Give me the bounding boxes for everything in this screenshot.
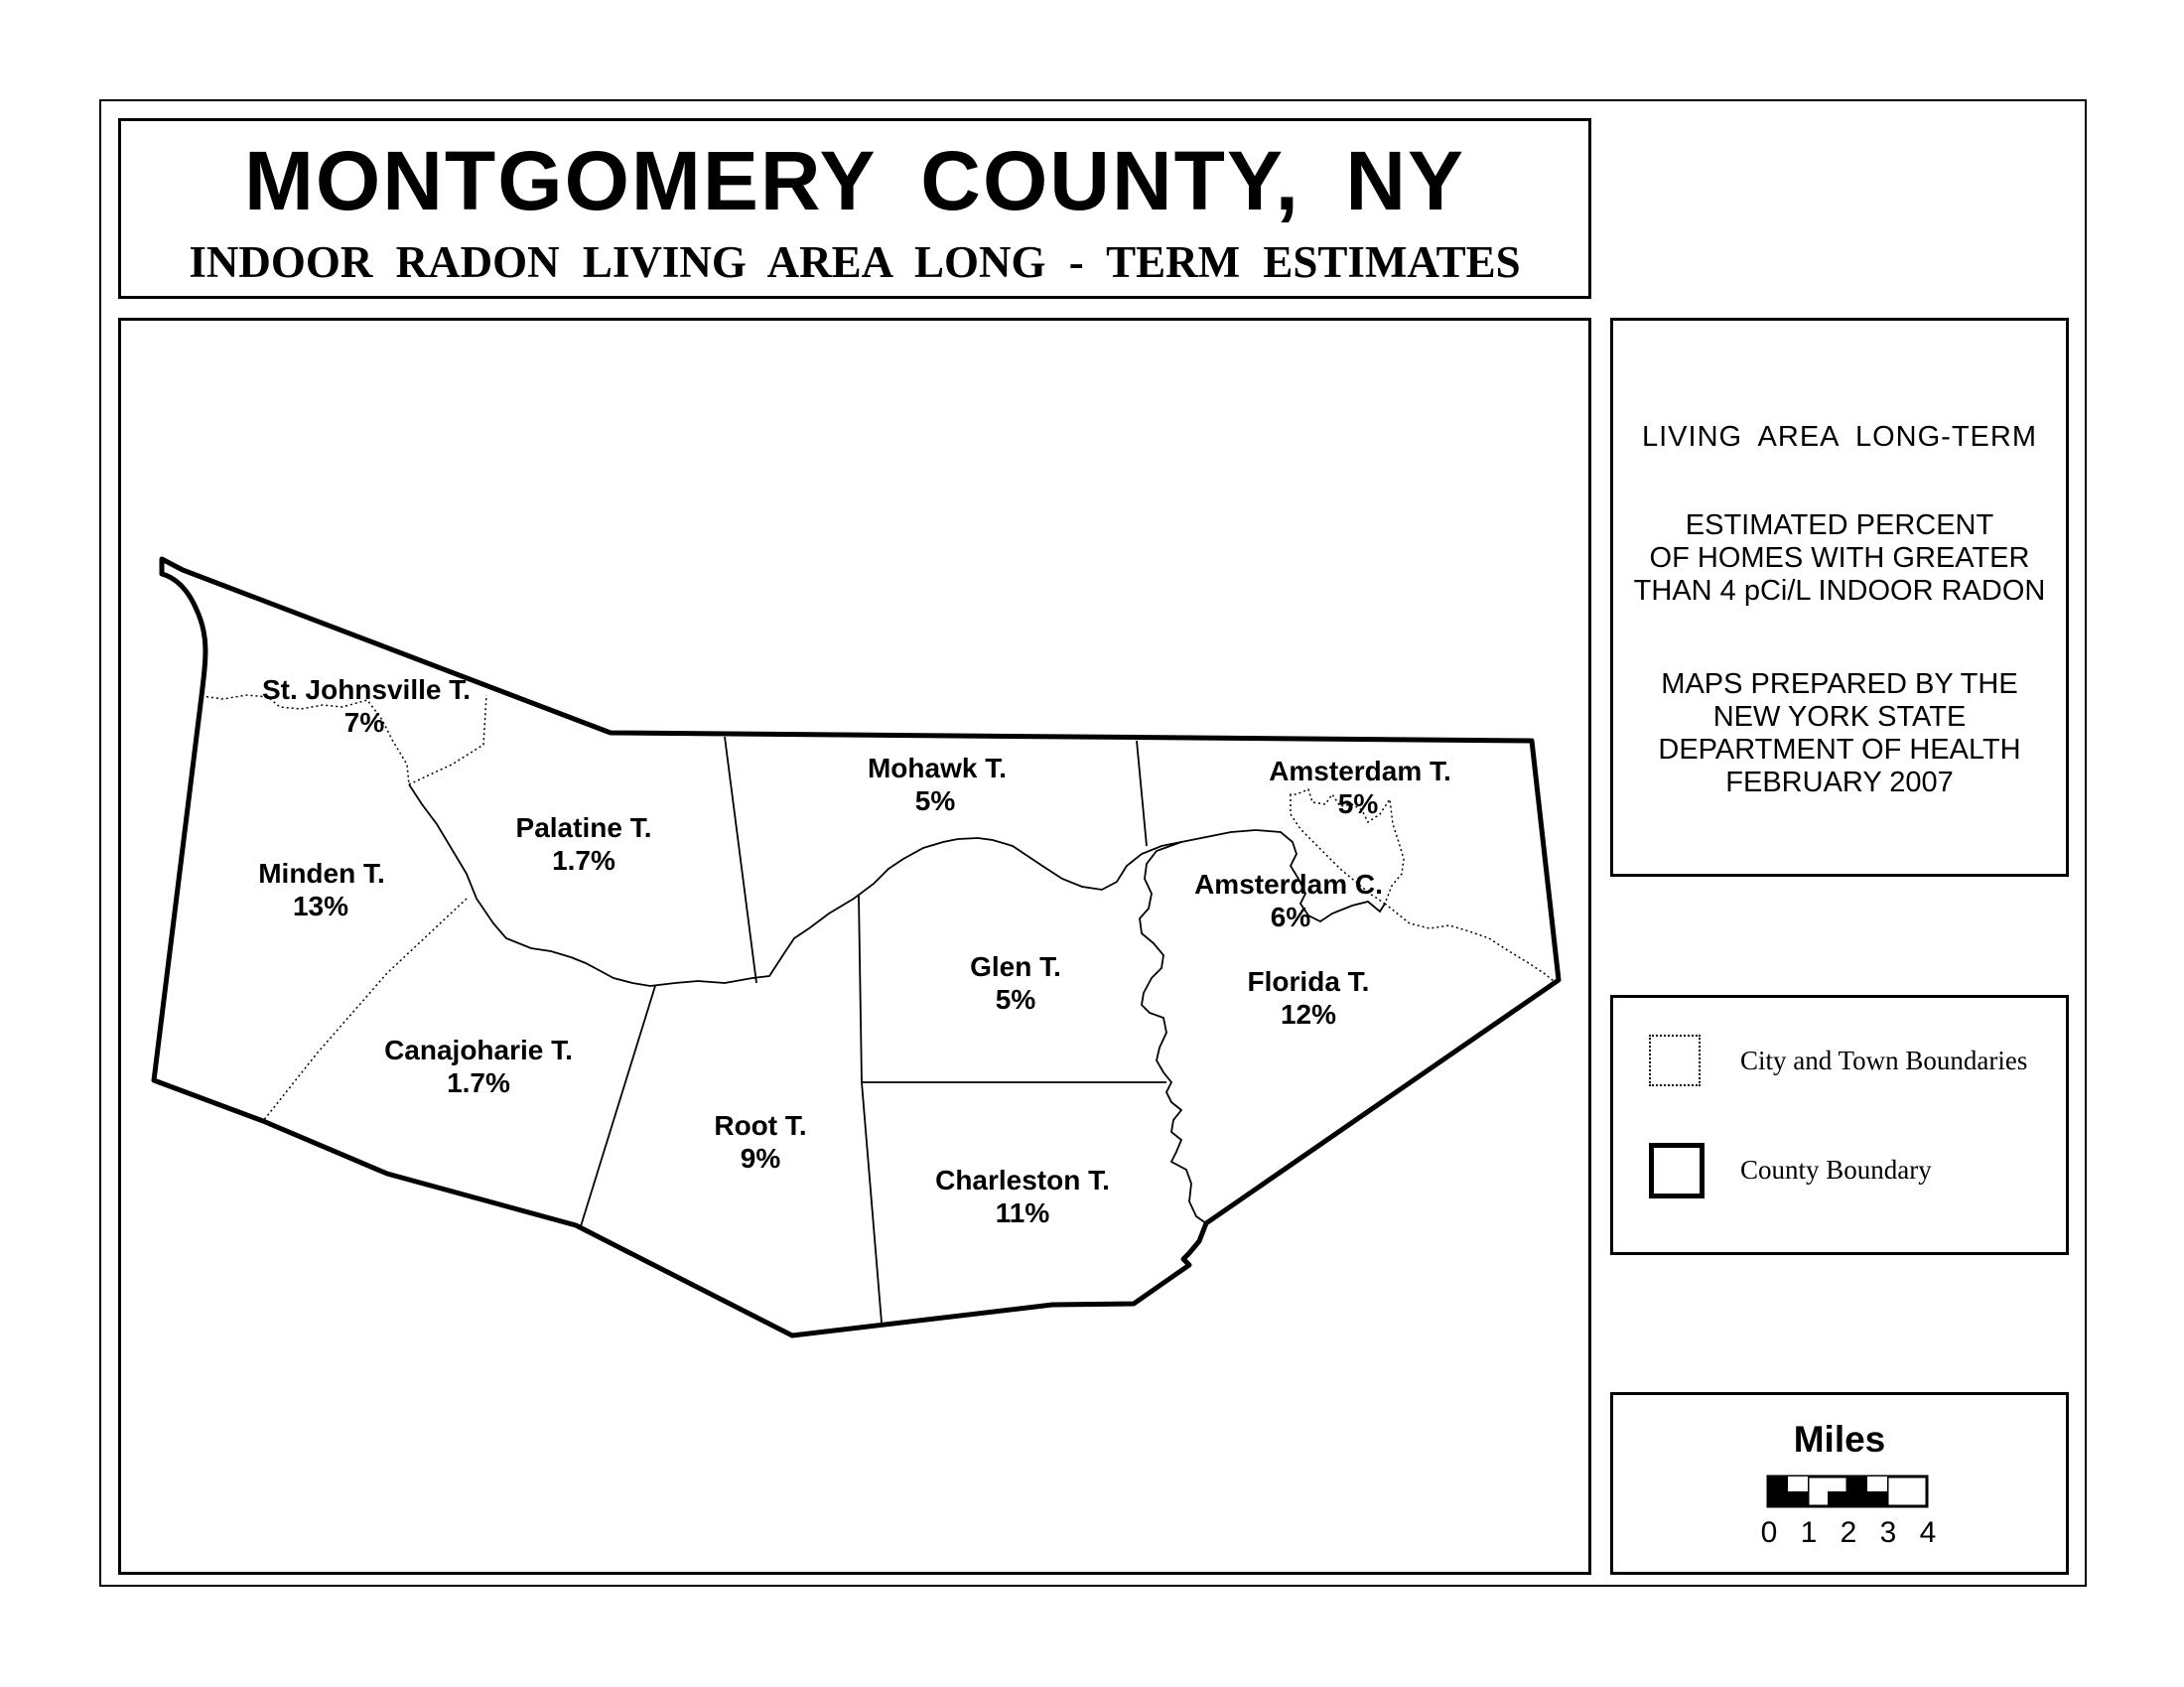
scale-tick-3: 3 [1879, 1516, 1897, 1549]
town-value-florida: 12% [1280, 999, 1337, 1030]
info-heading: LIVING AREA LONG-TERM [1642, 421, 2037, 453]
town-value-minden: 13% [292, 891, 349, 921]
map-subtitle: INDOOR RADON LIVING AREA LONG - TERM ESTIMATES [189, 237, 1521, 287]
town-value-glen: 5% [995, 984, 1036, 1015]
town-value-charleston: 11% [995, 1197, 1050, 1228]
town-boundary-swatch [1649, 1035, 1701, 1086]
town-label-amsterdam-c: Amsterdam C. [1194, 869, 1383, 900]
town-value-amsterdam-c: 6% [1270, 902, 1311, 932]
scale-panel [1610, 1392, 2069, 1575]
info-description-line: OF HOMES WITH GREATER [1649, 542, 2030, 574]
town-label-glen: Glen T. [970, 951, 1061, 982]
town-label-florida: Florida T. [1247, 966, 1370, 997]
town-label-canajoharie: Canajoharie T. [384, 1035, 573, 1065]
info-description [1613, 509, 2066, 608]
info-description-line: THAN 4 pCi/L INDOOR RADON [1633, 575, 2046, 607]
town-boundary-label: City and Town Boundaries [1740, 1046, 2028, 1075]
info-panel [1610, 318, 2069, 877]
town-label-root: Root T. [714, 1110, 807, 1141]
county-boundary-label: County Boundary [1740, 1155, 1932, 1185]
town-value-mohawk: 5% [914, 785, 956, 816]
info-credit-line: FEBRUARY 2007 [1725, 767, 1954, 798]
info-credit-line: MAPS PREPARED BY THE [1661, 668, 2018, 700]
info-description-line: ESTIMATED PERCENT [1685, 509, 1994, 541]
town-label-minden: Minden T. [258, 858, 385, 889]
town-value-st-johnsville: 7% [343, 707, 385, 738]
scale-half [1867, 1476, 1887, 1491]
scale-half [1788, 1476, 1808, 1491]
scale-half [1828, 1491, 1847, 1506]
info-credit-line: NEW YORK STATE [1712, 701, 1967, 733]
map-title: MONTGOMERY COUNTY, NY [243, 134, 1466, 227]
scale-tick-4: 4 [1919, 1516, 1937, 1549]
info-credit [1613, 668, 2066, 799]
town-label-mohawk: Mohawk T. [867, 753, 1008, 783]
town-label-amsterdam-t: Amsterdam T. [1269, 756, 1451, 786]
town-value-canajoharie: 1.7% [447, 1067, 510, 1098]
town-value-palatine: 1.7% [552, 845, 615, 876]
scale-segment [1887, 1476, 1927, 1506]
town-label-charleston: Charleston T. [935, 1165, 1110, 1195]
county-boundary-swatch [1649, 1143, 1705, 1198]
scale-tick-1: 1 [1800, 1516, 1818, 1549]
scale-title: Miles [1793, 1419, 1886, 1460]
scale-bar [1613, 1395, 2072, 1578]
legend-panel [1610, 995, 2069, 1255]
town-value-amsterdam-t: 5% [1337, 788, 1379, 819]
scale-tick-0: 0 [1760, 1516, 1778, 1549]
town-label-st-johnsville: St. Johnsville T. [261, 674, 472, 705]
town-value-root: 9% [740, 1143, 781, 1174]
scale-tick-2: 2 [1840, 1516, 1857, 1549]
town-labels [258, 674, 1451, 1228]
town-label-palatine: Palatine T. [515, 812, 652, 843]
info-credit-line: DEPARTMENT OF HEALTH [1658, 734, 2021, 766]
